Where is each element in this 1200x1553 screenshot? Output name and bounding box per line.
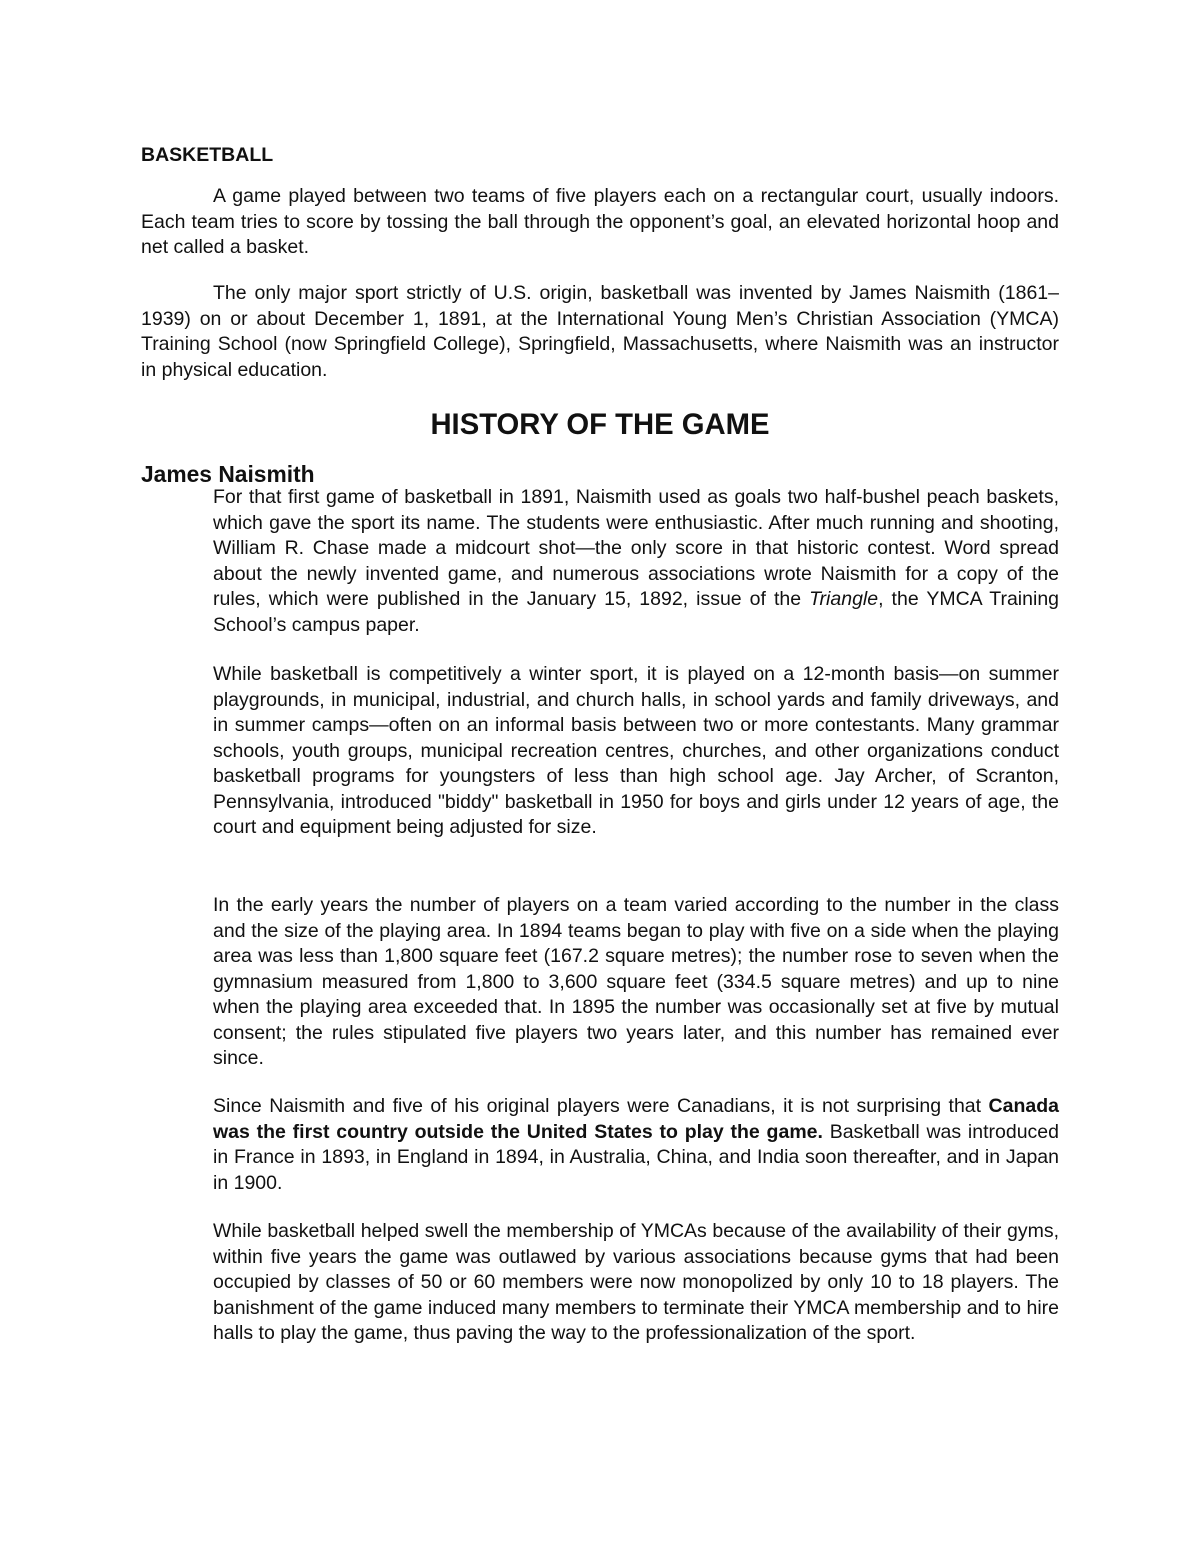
history-paragraph-1-text-b: , the YMCA Training School’s campus paper. [213,588,1060,636]
history-paragraph-4-text-a: Since Naismith and five of his original players were Canadians, it is not surprising that [213,1095,989,1117]
intro-paragraph-1: A game played between two teams of five players each on a rectangular court, usually indoors. Each team tries to score by tossing the ball through the opponent’s goal, an elevated horizontal hoop and net called a basket. [141,185,1059,258]
canada-emphasis: Canada was the first country outside the United States to play the game. [213,1095,1059,1143]
triangle-publication-title: Triangle [809,588,879,610]
history-paragraph-3: In the early years the number of players on a team varied according to the number in the class and the size of the playing area. In 1894 teams began to play with five on a side when the playing area was less than 1,800 square feet (167.2 square metres); the number rose to seven when the gymnasium measured from 1,800 to 3,600 square feet (334.5 square metres) and up to nine when the playing area exceeded that. In 1895 the number was occasionally set at five by mutual consent; the rules stipulated five players two years later, and this number has remained ever since. [213,894,1059,1069]
history-paragraph-5: While basketball helped swell the membership of YMCAs because of the availability of their gyms, within five years the game was outlawed by various associations because gyms that had been occupied by classes of 50 or 60 members were now monopolized by only 10 to 18 players. The banishment of the game induced many members to terminate their YMCA membership and to hire halls to play the game, thus paving the way to the professionalization of the sport. [213,1220,1059,1344]
history-paragraph-1-text-a: For that first game of basketball in 1891, Naismith used as goals two half-bushel peach baskets, which gave the sport its name. The students were enthusiastic. After much running and shooting, William R. Chase made a midcourt shot—the only score in that historic contest. Word spread about the newly invented game, and numerous associations wrote Naismith for a copy of the rules, which were published in the January 15, 1892, issue of the [213,486,1059,610]
subheading-james-naismith: James Naismith [141,461,315,487]
history-paragraph-4 [213,1094,1059,1196]
document-title: BASKETBALL [141,144,274,166]
history-paragraph-1 [213,485,1059,638]
section-heading: HISTORY OF THE GAME [430,409,770,441]
history-paragraph-2: While basketball is competitively a winter sport, it is played on a 12-month basis—on summer playgrounds, in municipal, industrial, and church halls, in school yards and family driveways, and in summer camps—often on an informal basis between two or more contestants. Many grammar schools, youth groups, municipal recreation centres, churches, and other organizations conduct basketball programs for youngsters of less than high school age. Jay Archer, of Scranton, Pennsylvania, introduced "biddy" basketball in 1950 for boys and girls under 12 years of age, the court and equipment being adjusted for size. [213,663,1059,838]
intro-paragraph-2: The only major sport strictly of U.S. origin, basketball was invented by James Naismith (1861–1939) on or about December 1, 1891, at the International Young Men’s Christian Association (YMCA) Training School (now Springfield College), Springfield, Massachusetts, where Naismith was an instructor in physical education. [141,282,1059,381]
history-paragraph-4-text-b: Basketball was introduced in France in 1893, in England in 1894, in Australia, China, and India soon thereafter, and in Japan in 1900. [213,1120,1059,1194]
